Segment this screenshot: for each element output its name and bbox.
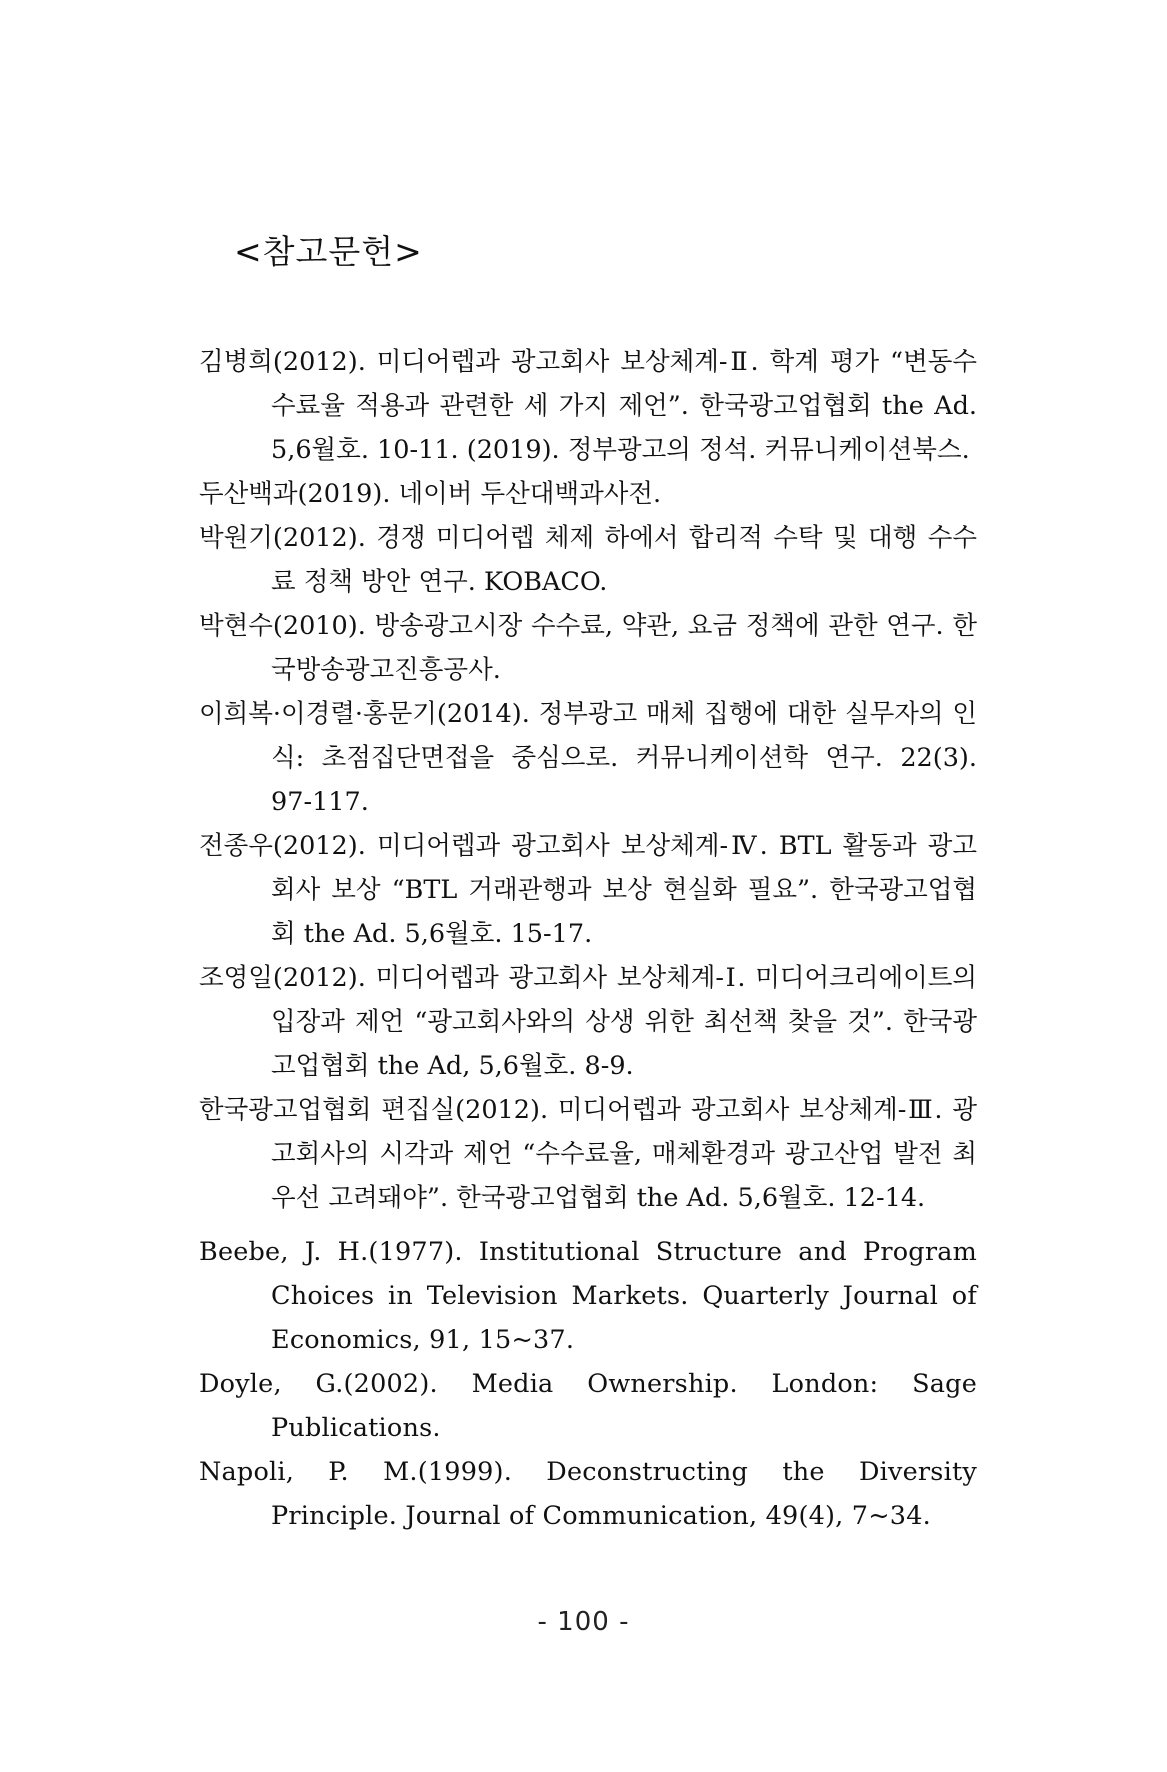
reference-entry: 이희복·이경렬·홍문기(2014). 정부광고 매체 집행에 대한 실무자의 인식: 초점집단면접을 중심으로. 커뮤니케이션학 연구. 22(3). 97-117. [199,699,977,817]
reference-entry: 전종우(2012). 미디어렙과 광고회사 보상체계-Ⅳ. BTL 활동과 광고회사 보상 “BTL 거래관행과 보상 현실화 필요”. 한국광고업협회 the Ad. 5,6월호. 15-17. [199,831,977,949]
reference-entry: 한국광고업협회 편집실(2012). 미디어렙과 광고회사 보상체계-Ⅲ. 광고회사의 시각과 제언 “수수료율, 매체환경과 광고산업 발전 최우선 고려돼야”. 한국광고업협회 the Ad. 5,6월호. 12-14. [199,1095,977,1213]
reference-entry: Beebe, J. H.(1977). Institutional Structure and Program Choices in Television Markets. Quarterly Journal of Economics, 91, 15~37. [199,1237,977,1355]
reference-entry: 김병희(2012). 미디어렙과 광고회사 보상체계-Ⅱ. 학계 평가 “변동수수료율 적용과 관련한 세 가지 제언”. 한국광고업협회 the Ad. 5,6월호. 10-11. (2019). 정부광고의 정석. 커뮤니케이션북스. [199,347,977,465]
korean-reference-list [199,340,977,1220]
page-number: - 100 - [537,1607,630,1637]
reference-entry: 조영일(2012). 미디어렙과 광고회사 보상체계-Ⅰ. 미디어크리에이트의 입장과 제언 “광고회사와의 상생 위한 최선책 찾을 것”. 한국광고업협회 the Ad, 5,6월호. 8-9. [199,963,977,1081]
reference-entry: 박원기(2012). 경쟁 미디어렙 체제 하에서 합리적 수탁 및 대행 수수료 정책 방안 연구. KOBACO. [199,523,977,597]
references-heading: <참고문헌> [234,232,423,271]
reference-entry: 박현수(2010). 방송광고시장 수수료, 약관, 요금 정책에 관한 연구. 한국방송광고진흥공사. [199,611,977,685]
reference-entry: Doyle, G.(2002). Media Ownership. London: Sage Publications. [199,1369,977,1443]
english-reference-list [199,1230,977,1538]
reference-entry: 두산백과(2019). 네이버 두산대백과사전. [199,479,662,509]
reference-entry: Napoli, P. M.(1999). Deconstructing the Diversity Principle. Journal of Communication, 49(4), 7~34. [199,1457,977,1531]
